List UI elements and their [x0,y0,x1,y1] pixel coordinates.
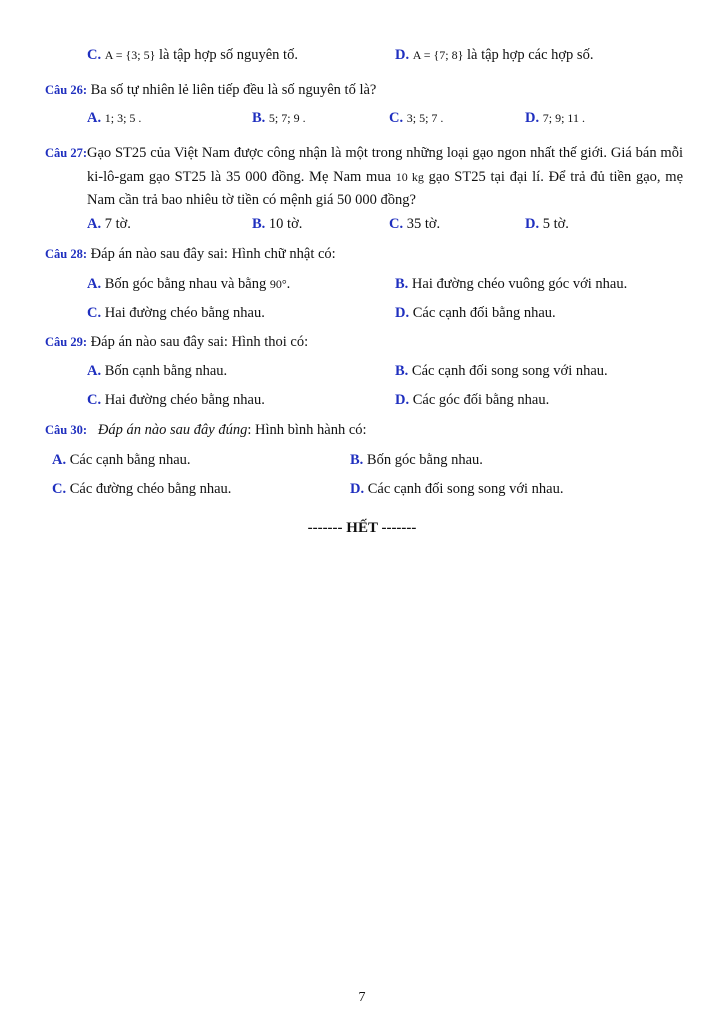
q27-option-c: C. 35 tờ. [389,216,441,232]
q28-option-b: B. Hai đường chéo vuông góc với nhau. [395,276,628,292]
q29-option-c: C. Hai đường chéo bằng nhau. [87,392,265,408]
q26-option-d: D. 7; 9; 11 . [525,110,585,126]
q29-option-b: B. Các cạnh đối song song với nhau. [395,363,608,379]
q30-option-b: B. Bốn góc bằng nhau. [350,452,483,468]
q29-option-a: A. Bốn cạnh bằng nhau. [87,363,228,379]
q27-option-b: B. 10 tờ. [252,216,303,232]
q30-question: Câu 30: Đáp án nào sau đây đúng: Hình bình hành có: [45,422,367,438]
q26-option-c: C. 3; 5; 7 . [389,110,444,126]
q27-option-a: A. 7 tờ. [87,216,131,232]
q27-option-d: D. 5 tờ. [525,216,569,232]
q30-option-a: A. Các cạnh bằng nhau. [52,452,191,468]
q25-option-c: C. A = {3; 5} là tập hợp số nguyên tố. [87,47,298,63]
q27-label: Câu 27: [45,146,88,160]
q26-option-a: A. 1; 3; 5 . [87,110,142,126]
q28-option-c: C. Hai đường chéo bằng nhau. [87,305,265,321]
q26-question: Câu 26: Ba số tự nhiên lẻ liên tiếp đều là số nguyên tố là? [45,82,377,98]
q30-option-d: D. Các cạnh đối song song với nhau. [350,481,564,497]
q28-option-a: A. Bốn góc bằng nhau và bằng 90°. [87,276,291,292]
q29-question: Câu 29: Đáp án nào sau đây sai: Hình thoi có: [45,334,309,350]
q26-option-b: B. 5; 7; 9 . [252,110,306,126]
q30-option-c: C. Các đường chéo bằng nhau. [52,481,232,497]
q29-option-d: D. Các góc đối bằng nhau. [395,392,550,408]
q28-option-d: D. Các cạnh đối bằng nhau. [395,305,556,321]
q27-question: Gạo ST25 của Việt Nam được công nhận là một trong những loại gạo ngon nhất thế giới. Giá bán mỗi ki-lô-gam gạo ST25 là 35 000 đồng. Mẹ Nam mua 10 kg gạo ST25 tại đại lí. Để trả đủ tiền gạo, mẹ Nam cần trả bao nhiêu tờ tiền có mệnh giá 50 000 đồng? [87,145,684,208]
q25-option-d: D. A = {7; 8} là tập hợp các hợp số. [395,47,594,63]
page-number: 7 [358,990,366,1005]
end-marker: ------- HẾT ------- [307,520,417,536]
q28-question: Câu 28: Đáp án nào sau đây sai: Hình chữ nhật có: [45,246,336,262]
